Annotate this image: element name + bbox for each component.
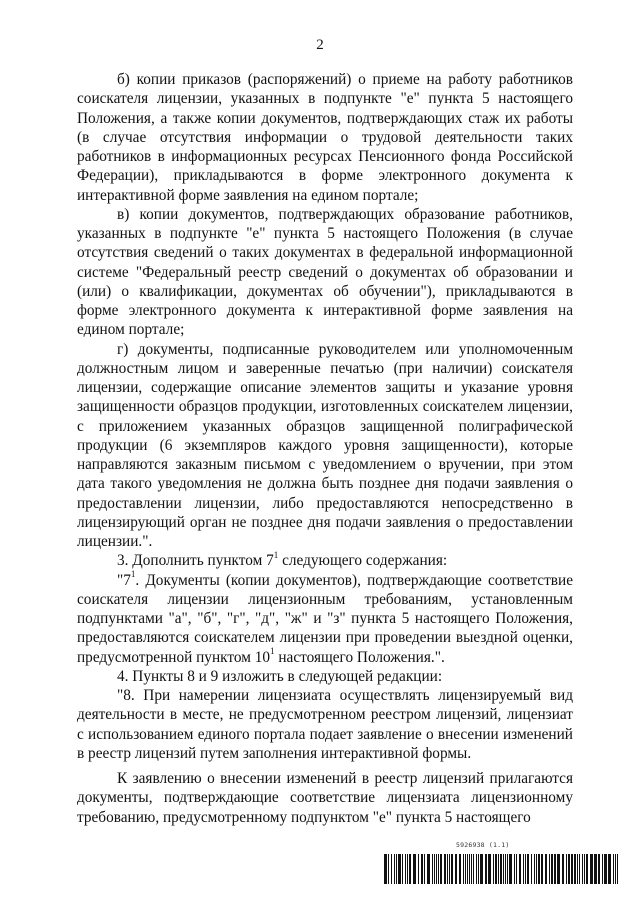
barcode-bar [498, 854, 499, 884]
barcode-bar [473, 854, 474, 884]
barcode-bar [500, 854, 502, 884]
paragraph-attachments: К заявлению о внесении изменений в реестр лицензий прилагаются документы, подтверждающие соответствие лицензиата лицензионному требованию, предусмотренному подпунктом "е" пункта 5 настоящего [77, 770, 573, 826]
barcode-bar [536, 854, 537, 884]
barcode-bar [554, 854, 556, 884]
barcode-bar [451, 854, 453, 884]
barcode-bar [480, 854, 483, 884]
barcode-bar [505, 854, 506, 884]
barcode-bar [476, 854, 477, 884]
superscript: 1 [270, 646, 275, 657]
barcode-bar [586, 854, 588, 884]
barcode-bar [566, 854, 567, 884]
barcode-bar [485, 854, 487, 884]
paragraph-item-4: 4. Пункты 8 и 9 изложить в следующей редакции: [117, 667, 443, 685]
barcode-bar [388, 854, 389, 884]
barcode-bar [503, 854, 504, 884]
barcode-bar [613, 854, 614, 884]
superscript: 1 [273, 550, 279, 561]
barcode-bar [604, 854, 607, 884]
barcode-bar [574, 854, 576, 884]
barcode-bar [424, 854, 425, 884]
barcode-bar [551, 854, 553, 884]
barcode-bar [438, 854, 439, 884]
barcode-bar [571, 854, 573, 884]
barcode-bar [534, 854, 535, 884]
barcode-bar [582, 854, 583, 884]
barcode-bar [427, 854, 430, 884]
document-body [77, 70, 573, 827]
barcode-bar [602, 854, 603, 884]
barcode-bar [459, 854, 461, 884]
paragraph-v: в) копии документов, подтверждающих образование работников, указанных в подпункте "е" пункта 5 настоящего Положения (в случае отсутствия сведений о таких документах в федеральной информационной системе "Федеральный реестр сведений о документах об образовании и (или) о квалификации, документах об обучении"), прикладываются в форме электронного документа к интерактивной форме заявления на едином портале; [77, 205, 573, 339]
barcode-bar [525, 854, 526, 884]
stamp-code: 5926938 (1.1) [456, 841, 510, 849]
barcode-bar [617, 854, 618, 884]
barcode-bar [432, 854, 433, 884]
barcode-bar [396, 854, 397, 884]
barcode-bar [577, 854, 578, 884]
paragraph-g: г) документы, подписанные руководителем или уполномоченным должностным лицом и заверенные печатью (при наличии) соискателя лицензии, содержащие описание элементов защиты и указание уровня защищенности образцов продукции, изготовленных соискателем лицензии, с приложением указанных образцов защищенной полиграфической продукции (6 экземпляров каждого уровня защищенности), которые направляются заказным письмом с уведомлением о вручении, при этом дата такого уведомления не должна быть позднее дня подачи заявления о предоставлении лицензии, либо предоставляются непосредственно в лицензирующий орган не позднее дня подачи заявления о предоставлении лицензии.". [77, 340, 573, 550]
barcode-bar [538, 854, 540, 884]
document-stamp [384, 841, 620, 887]
barcode-bar [615, 854, 616, 884]
barcode-bar [413, 854, 416, 884]
barcode-bar [384, 854, 387, 884]
barcode-bar [469, 854, 470, 884]
barcode-bar [471, 854, 472, 884]
barcode-bar [478, 854, 479, 884]
barcode-bar [402, 854, 403, 884]
paragraph-item-3: 3. Дополнить пунктом $7^1$ следующего содержания: [117, 550, 448, 570]
barcode-bar [436, 854, 437, 884]
barcode-bar [509, 854, 512, 884]
barcode-bar [590, 854, 593, 884]
page-number: 2 [316, 37, 324, 53]
barcode-bar [407, 854, 408, 884]
barcode-bar [545, 854, 547, 884]
barcode-bar [531, 854, 532, 884]
barcode-bar [523, 854, 524, 884]
barcode-bar [516, 854, 517, 884]
paragraph-b: б) копии приказов (распоряжений) о приеме на работу работников соискателя лицензии, указанных в подпункте "е" пункта 5 настоящего Положения, а также копии документов, подтверждающих стаж их работы (в случае отсутствия информации о трудовой деятельности таких работников в информационных ресурсах Пенсионного фонда Российской Федерации), прикладываются в форме электронного документа к интерактивной форме заявления на едином портале; [77, 71, 573, 204]
barcode-bar [527, 854, 529, 884]
barcode-bar [549, 854, 550, 884]
barcode-bar [405, 854, 406, 884]
barcode-bar [579, 854, 580, 884]
barcode-bar [488, 854, 491, 884]
barcode-bar [598, 854, 600, 884]
barcode-bar [449, 854, 450, 884]
barcode-bar [418, 854, 419, 884]
barcode-bar [541, 854, 543, 884]
barcode-bar [447, 854, 448, 884]
barcode-bar [391, 854, 392, 884]
barcode-bar [495, 854, 497, 884]
barcode-bar [455, 854, 457, 884]
barcode-bar [394, 854, 395, 884]
barcode-bar [467, 854, 468, 884]
barcode-bar [568, 854, 570, 884]
barcode-bar [421, 854, 423, 884]
barcode-image [384, 854, 620, 884]
barcode-bar [440, 854, 442, 884]
barcode-bar [594, 854, 597, 884]
barcode-bar [444, 854, 446, 884]
barcode-bar [562, 854, 564, 884]
barcode-bar [519, 854, 521, 884]
barcode-bar [409, 854, 411, 884]
paragraph-item-7-1: "$7^1$. Документы (копии документов), подтверждающие соответствие соискателя лицензии лицензионным требованиям, установленным подпунктами "а", "б", "г", "д", "ж" и "з" пункта 5 настоящего Положения, предоставляются соискателем лицензии при проведении выездной оценки, предусмотренной пунктом $10^1$ настоящего Положения.". [77, 569, 573, 666]
barcode-bar [463, 854, 464, 884]
barcode-bar [608, 854, 611, 884]
paragraph-item-8: "8. При намерении лицензиата осуществлять лицензируемый вид деятельности в месте, не предусмотренном реестром лицензий, лицензиат с использованием единого портала подает заявление о внесении изменений в реестр лицензий путем заполнения интерактивной формы. [77, 687, 573, 762]
superscript: 1 [130, 569, 136, 580]
barcode-bar [398, 854, 401, 884]
barcode-bar [493, 854, 494, 884]
barcode-bar [557, 854, 560, 884]
barcode-bar [465, 854, 466, 884]
barcode-bar [434, 854, 435, 884]
barcode-bar [584, 854, 585, 884]
barcode-bar [507, 854, 508, 884]
barcode-bar [514, 854, 515, 884]
